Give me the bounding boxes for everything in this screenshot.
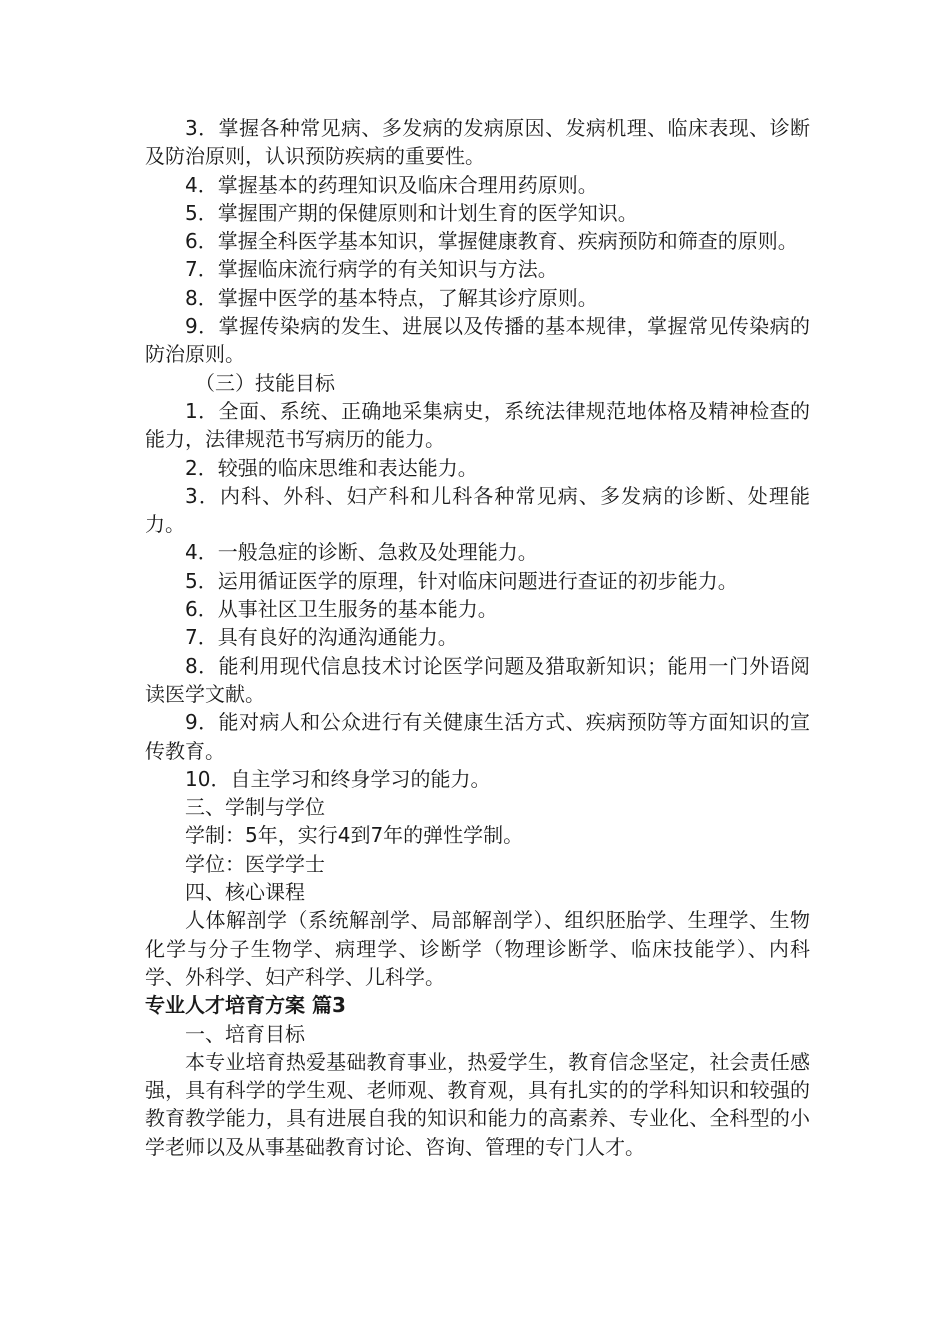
paragraph-knowledge-5: 5．掌握围产期的保健原则和计划生育的医学知识。	[185, 200, 638, 225]
paragraph-skill-2: 2．较强的临床思维和表达能力。	[185, 455, 478, 480]
paragraph-knowledge-8: 8．掌握中医学的基本特点，了解其诊疗原则。	[185, 285, 598, 310]
paragraph-skill-5: 5．运用循证医学的原理，针对临床问题进行查证的初步能力。	[185, 568, 738, 593]
section-heading-training-goals: 一、培育目标	[185, 1021, 305, 1046]
paragraph-skill-8: 8．能利用现代信息技术讨论医学问题及猎取新知识；能用一门外语阅读医学文献。	[145, 653, 810, 706]
paragraph-skill-10: 10．自主学习和终身学习的能力。	[185, 766, 491, 791]
paragraph-skill-3: 3．内科、外科、妇产科和儿科各种常见病、多发病的诊断、处理能力。	[145, 483, 810, 537]
paragraph-skill-7: 7．具有良好的沟通沟通能力。	[185, 625, 458, 650]
paragraph-skill-6: 6．从事社区卫生服务的基本能力。	[185, 597, 498, 622]
paragraph-knowledge-7: 7．掌握临床流行病学的有关知识与方法。	[185, 257, 558, 282]
paragraph-skill-1: 1．全面、系统、正确地采集病史，系统法律规范地体格及精神检查的能力，法律规范书写病历的能力。	[145, 398, 810, 452]
paragraph-degree: 学位：医学学士	[185, 851, 325, 876]
paragraph-duration: 学制：5年，实行4到7年的弹性学制。	[185, 823, 524, 848]
paragraph-training-goals: 本专业培育热爱基础教育事业，热爱学生，教育信念坚定，社会责任感强，具有科学的学生观、老师观、教育观，具有扎实的的学科知识和较强的教育教学能力，具有进展自我的知识和能力的高素养、专业化、全科型的小学老师以及从事基础教育讨论、咨询、管理的专门人才。	[145, 1049, 810, 1159]
section-heading-duration-degree: 三、学制与学位	[185, 795, 325, 820]
paragraph-knowledge-3: 3．掌握各种常见病、多发病的发病原因、发病机理、临床表现、诊断及防治原则，认识预防疾病的重要性。	[145, 116, 810, 169]
paragraph-skill-9: 9．能对病人和公众进行有关健康生活方式、疾病预防等方面知识的宣传教育。	[145, 710, 810, 763]
paragraph-skill-4: 4．一般急症的诊断、急救及处理能力。	[185, 540, 538, 565]
paragraph-core-courses: 人体解剖学（系统解剖学、局部解剖学）、组织胚胎学、生理学、生物化学与分子生物学、病理学、诊断学（物理诊断学、临床技能学）、内科学、外科学、妇产科学、儿科学。	[145, 908, 810, 989]
section-heading-core-courses: 四、核心课程	[185, 880, 305, 905]
paragraph-knowledge-9: 9．掌握传染病的发生、进展以及传播的基本规律，掌握常见传染病的防治原则。	[145, 314, 810, 367]
subheading-skill-goals: （三）技能目标	[195, 370, 335, 395]
paragraph-knowledge-4: 4．掌握基本的药理知识及临床合理用药原则。	[185, 172, 598, 197]
paragraph-knowledge-6: 6．掌握全科医学基本知识，掌握健康教育、疾病预防和筛查的原则。	[185, 229, 798, 254]
document-page	[145, 114, 810, 1161]
article-heading: 专业人才培育方案 篇3	[145, 993, 346, 1018]
